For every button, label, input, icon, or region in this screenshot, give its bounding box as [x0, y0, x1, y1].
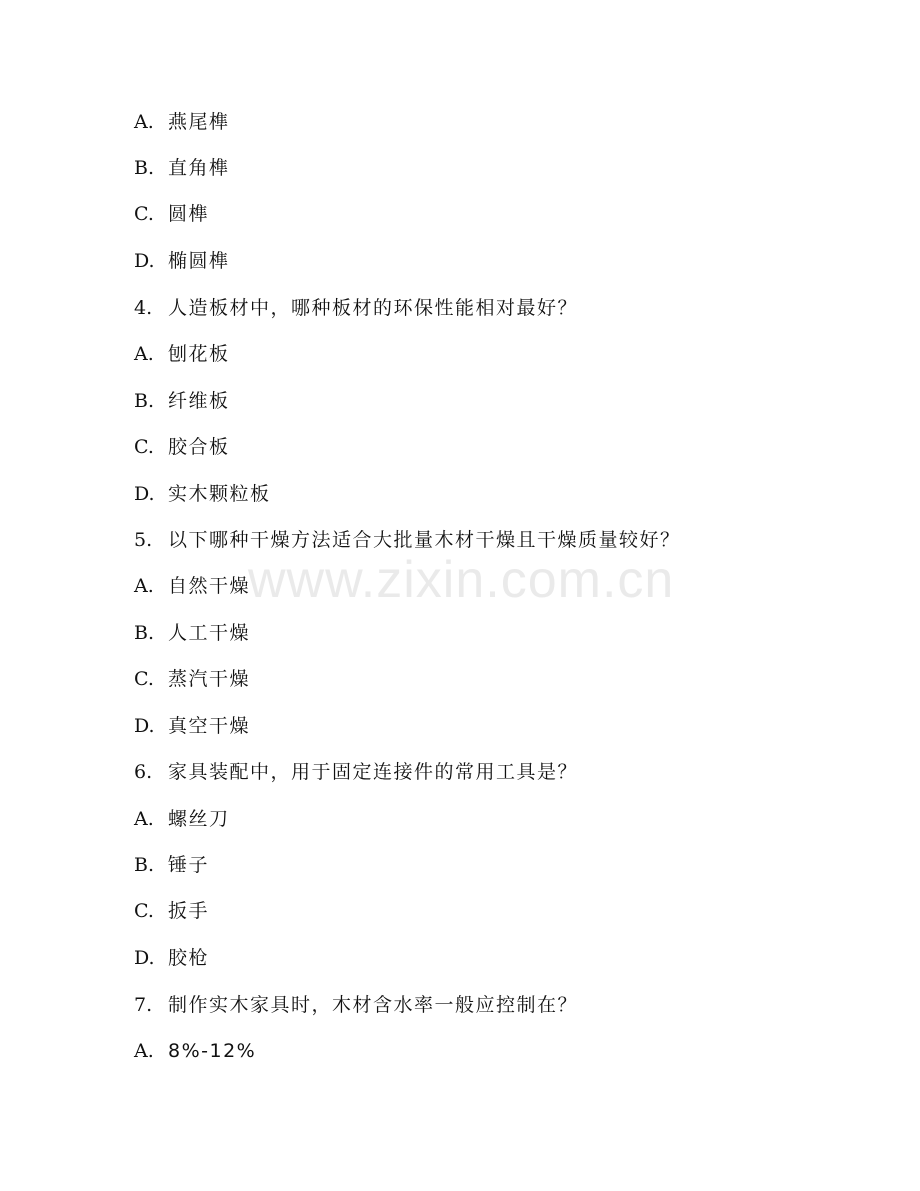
option-text: 圆榫 [168, 203, 210, 225]
option-text: 刨花板 [168, 343, 230, 365]
option-text: 胶合板 [168, 436, 230, 458]
option-label: A. [134, 111, 154, 133]
option-label: C. [134, 436, 154, 458]
question-text: 制作实木家具时，木材含水率一般应控制在？ [168, 994, 579, 1016]
option-label: A. [134, 808, 154, 830]
option-c-q3 [134, 199, 209, 229]
option-text: 人工干燥 [168, 622, 251, 644]
question-5 [134, 525, 681, 555]
option-label: C. [134, 203, 154, 225]
option-b-q5 [134, 618, 250, 648]
option-text: 自然干燥 [168, 575, 251, 597]
option-label: A. [134, 1040, 154, 1062]
option-label: C. [134, 900, 154, 922]
question-7 [134, 990, 578, 1020]
option-b-q4 [134, 386, 230, 416]
question-text: 以下哪种干燥方法适合大批量木材干燥且干燥质量较好？ [168, 529, 681, 551]
question-number: 7. [134, 994, 153, 1016]
option-text: 8%-12% [168, 1040, 257, 1062]
option-c-q5 [134, 664, 250, 694]
option-text: 燕尾榫 [168, 111, 230, 133]
option-a-q7 [134, 1036, 256, 1066]
option-label: D. [134, 947, 155, 969]
question-6 [134, 757, 578, 787]
option-d-q5 [134, 711, 250, 741]
option-label: B. [134, 854, 155, 876]
option-label: D. [134, 715, 155, 737]
option-label: B. [134, 390, 155, 412]
question-4 [134, 293, 578, 323]
option-c-q6 [134, 896, 209, 926]
option-c-q4 [134, 432, 230, 462]
option-text: 真空干燥 [168, 715, 251, 737]
question-number: 4. [134, 297, 153, 319]
option-a-q6 [134, 804, 230, 834]
option-d-q4 [134, 479, 271, 509]
option-a-q4 [134, 339, 230, 369]
option-a-q3 [134, 107, 230, 137]
question-text: 家具装配中，用于固定连接件的常用工具是？ [168, 761, 579, 783]
option-d-q6 [134, 943, 209, 973]
option-label: C. [134, 668, 154, 690]
option-text: 直角榫 [168, 157, 230, 179]
option-d-q3 [134, 246, 230, 276]
option-label: D. [134, 250, 155, 272]
watermark: www.zixin.com.cn [248, 551, 675, 609]
option-b-q3 [134, 153, 230, 183]
option-text: 蒸汽干燥 [168, 668, 251, 690]
option-text: 锤子 [168, 854, 210, 876]
option-text: 螺丝刀 [168, 808, 230, 830]
option-label: A. [134, 343, 154, 365]
option-text: 胶枪 [168, 947, 210, 969]
option-label: A. [134, 575, 154, 597]
option-text: 实木颗粒板 [168, 483, 271, 505]
option-label: D. [134, 483, 155, 505]
option-label: B. [134, 622, 155, 644]
option-label: B. [134, 157, 155, 179]
option-b-q6 [134, 850, 209, 880]
option-a-q5 [134, 571, 250, 601]
question-text: 人造板材中，哪种板材的环保性能相对最好？ [168, 297, 579, 319]
question-number: 5. [134, 529, 153, 551]
option-text: 纤维板 [168, 390, 230, 412]
question-number: 6. [134, 761, 153, 783]
option-text: 扳手 [168, 900, 210, 922]
option-text: 椭圆榫 [168, 250, 230, 272]
